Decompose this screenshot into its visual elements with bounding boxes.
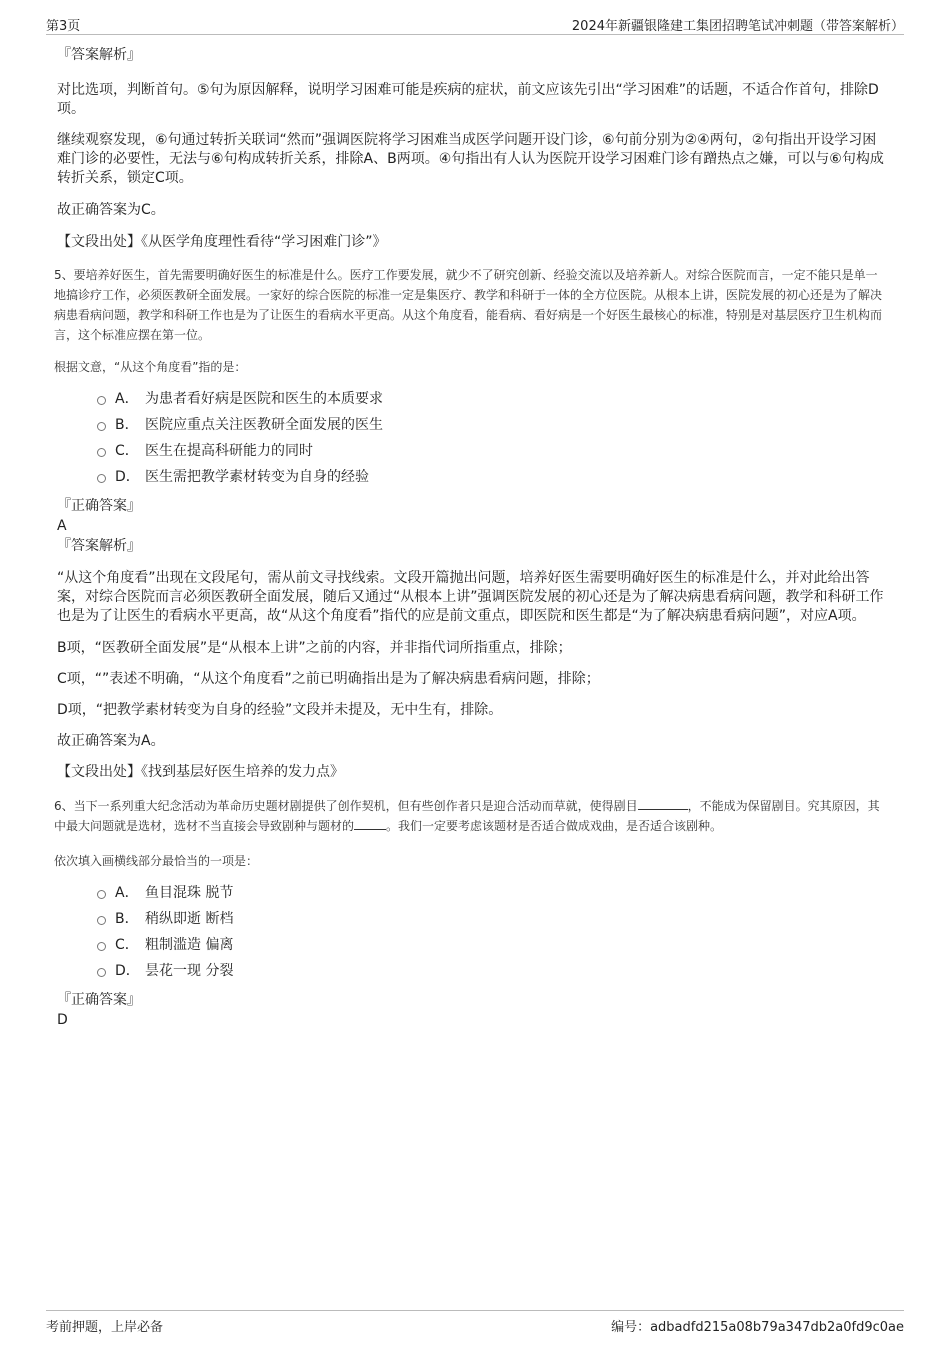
q6-option-b[interactable]: B． 稍纵即逝 断档 <box>57 906 888 932</box>
q6-correct-answer: D <box>57 1012 68 1028</box>
q4-analysis-p2: 继续观察发现，⑥句通过转折关联词“然而”强调医院将学习困难当成医学问题开设门诊，⑥句前分别为②④两句，②句指出开设学习困难门诊的必要性，无法与⑥句构成转折关系，排除A、B两项。④句指出有人认为医院开设学习困难门诊有蹭热点之嫌，可以与⑥句构成转折关系，锁定C项。 <box>57 132 884 186</box>
page-header <box>46 12 904 35</box>
radio-icon[interactable] <box>97 474 106 483</box>
q6-option-d[interactable]: D． 昙花一现 分裂 <box>57 958 888 984</box>
q4-source: 【文段出处】《从医学角度理性看待“学习困难门诊”》 <box>57 234 387 250</box>
q5-source: 【文段出处】《找到基层好医生培养的发力点》 <box>57 764 344 780</box>
q5-option-c[interactable]: C． 医生在提高科研能力的同时 <box>57 438 888 464</box>
q6-question-text: 6、当下一系列重大纪念活动为革命历史题材剧提供了创作契机，但有些创作者只是迎合活动而草就，使得剧目 ，不能成为保留剧目。究其原因，其中最大问题就是选材，选材不当直接会导致剧种与题材的 。我们一定要考虑该题材是否适合做成戏曲，是否适合该剧种。 <box>54 796 888 836</box>
footer-slogan: 考前押题，上岸必备 <box>46 1320 164 1335</box>
q6-option-c[interactable]: C． 粗制滥造 偏离 <box>57 932 888 958</box>
q6-correct-label: 『正确答案』 <box>57 992 141 1008</box>
q5-correct-answer: A <box>57 518 67 534</box>
radio-icon[interactable] <box>97 890 106 899</box>
q5-option-d[interactable]: D． 医生需把教学素材转变为自身的经验 <box>57 464 888 490</box>
radio-icon[interactable] <box>97 942 106 951</box>
q4-conclusion: 故正确答案为C。 <box>57 202 165 218</box>
q5-analysis-p3: C项，“”表述不明确，“从这个角度看”之前已明确指出是为了解决病患看病问题，排除； <box>57 671 600 687</box>
q6-prompt: 依次填入画横线部分最恰当的一项是： <box>54 854 259 868</box>
q4-analysis-label: 『答案解析』 <box>57 47 141 63</box>
document-code: 编号：adbadfd215a08b79a347db2a0fd9c0ae <box>611 1320 904 1335</box>
document-title: 2024年新疆银隆建工集团招聘笔试冲刺题（带答案解析） <box>571 19 904 34</box>
q5-analysis-p4: D项，“把教学素材转变为自身的经验”文段并未提及，无中生有，排除。 <box>57 702 503 718</box>
radio-icon[interactable] <box>97 968 106 977</box>
radio-icon[interactable] <box>97 422 106 431</box>
q5-option-b[interactable]: B． 医院应重点关注医教研全面发展的医生 <box>57 412 888 438</box>
fill-blank-1 <box>638 796 688 810</box>
fill-blank-2 <box>354 816 386 830</box>
q6-option-a[interactable]: A． 鱼目混珠 脱节 <box>57 880 888 906</box>
radio-icon[interactable] <box>97 916 106 925</box>
radio-icon[interactable] <box>97 396 106 405</box>
q5-conclusion: 故正确答案为A。 <box>57 733 165 749</box>
q5-analysis-p2: B项，“医教研全面发展”是“从根本上讲”之前的内容，并非指代词所指重点，排除； <box>57 640 572 656</box>
page-number: 第3页 <box>46 19 81 34</box>
radio-icon[interactable] <box>97 448 106 457</box>
q5-prompt: 根据文意，“从这个角度看”指的是： <box>54 360 247 374</box>
q5-analysis-p1: “从这个角度看”出现在文段尾句，需从前文寻找线索。文段开篇抛出问题，培养好医生需要明确好医生的标准是什么，并对此给出答案，对综合医院而言必须医教研全面发展，随后又通过“从根本上讲”强调医院发展的初心还是为了解决病患看病问题，教学和科研工作也是为了让医生的看病水平更高，故“从这个角度看”指代的应是前文重点，即医院和医生都是“为了解决病患看病问题”，对应A项。 <box>57 570 884 624</box>
q4-analysis-p1: 对比选项，判断首句。⑤句为原因解释，说明学习困难可能是疾病的症状，前文应该先引出“学习困难”的话题，不适合作首句，排除D项。 <box>57 82 879 117</box>
q5-correct-label: 『正确答案』 <box>57 498 141 514</box>
q6-options <box>57 880 888 984</box>
q5-question-text: 5、要培养好医生，首先需要明确好医生的标准是什么。医疗工作要发展，就少不了研究创新、经验交流以及培养新人。对综合医院而言，一定不能只是单一地搞诊疗工作，必须医教研全面发展。一家好的综合医院的标准一定是集医疗、教学和科研于一体的全方位医院。从根本上讲，医院发展的初心还是为了解决病患看病问题，教学和科研工作也是为了让医生的看病水平更高。从这个角度看，能看病、看好病是一个好医生最核心的标准，特别是对基层医疗卫生机构而言，这个标准应摆在第一位。 <box>54 268 883 342</box>
q5-options <box>57 386 888 490</box>
q5-option-a[interactable]: A． 为患者看好病是医院和医生的本质要求 <box>57 386 888 412</box>
page-content <box>54 46 888 1029</box>
page-footer <box>46 1310 904 1335</box>
q5-analysis-label: 『答案解析』 <box>57 538 141 554</box>
